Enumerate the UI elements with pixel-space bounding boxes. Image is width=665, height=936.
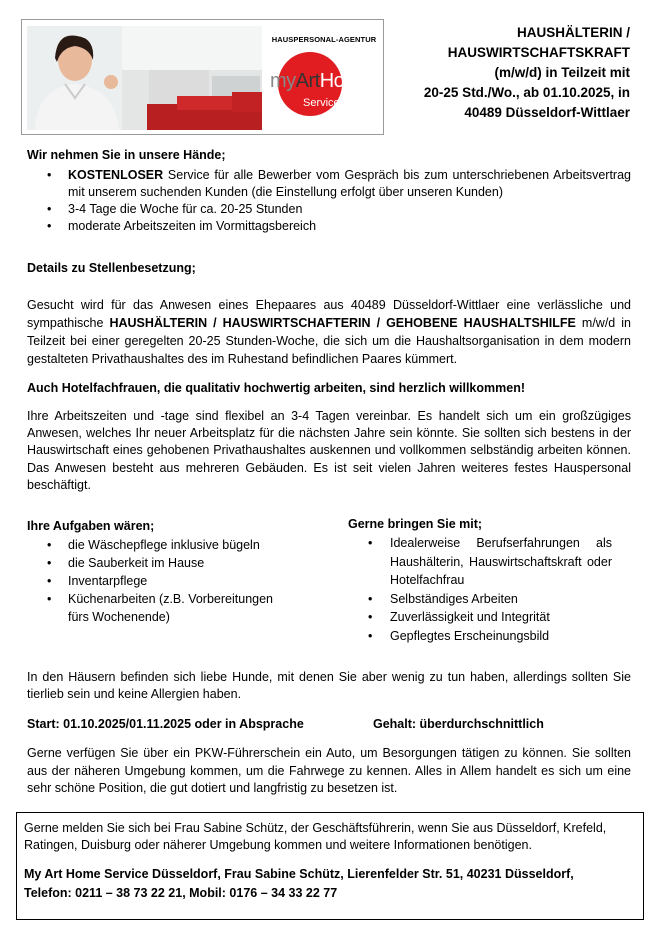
working-hours-paragraph: Ihre Arbeitszeiten und -tage sind flexibel an 3-4 Tagen vereinbar. Es handelt sich um ein großzügiges Anwesen, welches Ihr neuer Arbeitsplatz für die nächsten Jahre sein könnte. Sie sollten sich bestens in der Hauswirtschaft eines gehobenen Privathaushaltes auskennen und vollkommen selbständig arbeiten können. Das Anwesen besteht aus mehreren Gebäuden. Es ist seit vielen Jahren weiteres festes Hauspersonal beschäftigt.: [27, 409, 631, 492]
title-line: 20-25 Std./Wo., ab 01.10.2025, in: [423, 85, 630, 100]
list-item: • Zuverlässigkeit und Integrität: [348, 608, 612, 627]
list-item: • Gepflegtes Erscheinungsbild: [348, 627, 612, 646]
title-line: HAUSHÄLTERIN /: [517, 25, 630, 40]
intro-list: [27, 167, 631, 235]
title-line: 40489 Düsseldorf-Wittlaer: [464, 105, 630, 120]
list-item: • Idealerweise Berufserfahrungen als Haushälterin, Hauswirtschaftskraft oder Hotelfachfrau: [348, 534, 612, 590]
contact-phone: Telefon: 0211 – 38 73 22 21, Mobil: 0176 – 34 33 22 77: [24, 886, 338, 900]
housekeeper-photo: [27, 26, 262, 130]
list-item: • 3-4 Tage die Woche für ca. 20-25 Stunden: [27, 201, 631, 218]
title-line: HAUSWIRTSCHAFTSKRAFT: [447, 45, 630, 60]
requirements-heading: Gerne bringen Sie mit;: [348, 517, 483, 531]
position-title-inline: HAUSHÄLTERIN / HAUSWIRTSCHAFTERIN / GEHOBENE HAUSHALTSHILFE: [109, 316, 576, 330]
list-item-text: Service für alle Bewerber vom Gespräch bis zum unterschriebenen Arbeitsvertrag mit unserem suchenden Kunden (die Einstellung erfolgt über unseren Kunden): [68, 168, 631, 199]
salary: Gehalt: überdurchschnittlich: [373, 717, 544, 731]
list-item: • Selbständiges Arbeiten: [348, 590, 612, 609]
list-item: • Inventarpflege: [27, 572, 293, 590]
start-date: Start: 01.10.2025/01.11.2025 oder in Absprache: [27, 717, 304, 731]
agency-label: HAUSPERSONAL-AGENTUR: [271, 35, 377, 44]
logo-service: Service: [303, 97, 340, 109]
dogs-paragraph: In den Häusern befinden sich liebe Hunde, mit denen Sie aber wenig zu tun haben, allerdings sollten Sie tierlieb sein und keine Allergien haben.: [27, 670, 631, 701]
requirements-list: [348, 534, 612, 645]
car-paragraph: Gerne verfügen Sie über ein PKW-Führerschein ein Auto, um Besorgungen tätigen zu können. Sie sollten aus der näheren Umgebung kommen, um die Fahrwege zu kennen. Alles in Allem handelt es sich um eine sehr schöne Position, die gut dotiert und langfristig zu besetzen ist.: [27, 746, 631, 795]
logo-home: Home: [319, 70, 372, 92]
list-item: • die Wäschepflege inklusive bügeln: [27, 536, 293, 554]
job-title: [385, 23, 630, 123]
details-paragraph: [27, 296, 631, 368]
title-line: (m/w/d) in Teilzeit mit: [494, 65, 630, 80]
free-service-label: KOSTENLOSER: [68, 168, 164, 182]
list-item: • die Sauberkeit im Hause: [27, 554, 293, 572]
list-item: • Küchenarbeiten (z.B. Vorbereitungen fürs Wochenende): [27, 590, 293, 626]
intro-heading: Wir nehmen Sie in unsere Hände;: [27, 148, 226, 162]
tasks-heading: Ihre Aufgaben wären;: [27, 519, 155, 533]
paragraph-text: Gesucht wird für das Anwesen eines Ehepaares aus 40489 Düsseldorf-Wittlaer eine verlässliche und sympathische: [27, 298, 631, 330]
details-heading: Details zu Stellenbesetzung;: [27, 261, 196, 275]
tasks-list: [27, 536, 293, 626]
contact-paragraph: Gerne melden Sie sich bei Frau Sabine Schütz, der Geschäftsführerin, wenn Sie aus Düsseldorf, Krefeld, Ratingen, Duisburg oder näherer Umgebung kommen und weitere Informationen benötigen.: [24, 821, 607, 852]
logo-art: Art: [295, 70, 320, 92]
list-item: [27, 167, 631, 201]
hotel-welcome-line: Auch Hotelfachfrauen, die qualitativ hochwertig arbeiten, sind herzlich willkommen!: [27, 381, 525, 395]
brand-logo: [270, 70, 371, 92]
logo-my: my: [270, 70, 296, 92]
list-item: • moderate Arbeitszeiten im Vormittagsbereich: [27, 218, 631, 235]
contact-address: My Art Home Service Düsseldorf, Frau Sabine Schütz, Lierenfelder Str. 51, 40231 Düsseldorf,: [24, 867, 574, 881]
paragraph-text: m/w/d in Teilzeit bei einer geregelten 20-25 Stunden-Woche, die sich um die Haushaltsorganisation in dem modern gestalteten Privathaushaltes des im Ruhestand befindlichen Paares kümmert.: [27, 316, 631, 366]
